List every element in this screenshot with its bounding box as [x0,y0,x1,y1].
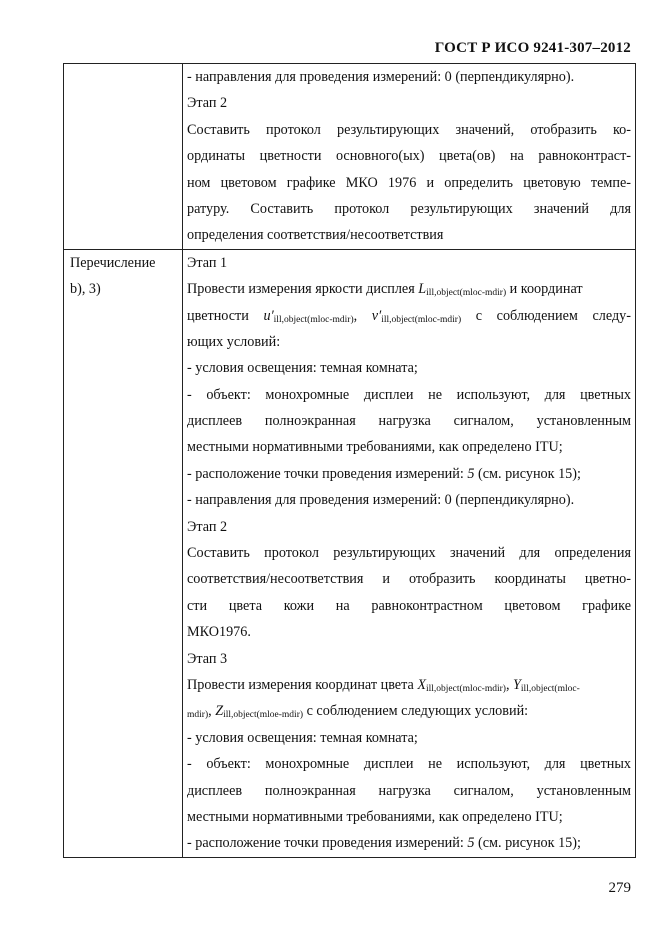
luminance-symbol: L [418,281,427,298]
text-line: - условия освещения: темная комната; [187,360,418,377]
table-row [64,249,636,857]
label-cell-empty [64,64,183,250]
text-line: местными нормативными требованиями, как определено ITU; [187,808,563,825]
text-line: сти цвета кожи на равноконтрастном цветовом графике [187,597,631,614]
text-line: Составить протокол результирующих значений, отобразить ко- [187,121,631,138]
text-line: дисплеев полноэкранная нагрузка сигналом, установленным [187,413,631,430]
text-line: цветности $u'_{ill,object(mloc-mdir)}$, $v'_{ill,object(mloc-mdir)}$ с соблюдением следу- [187,307,631,325]
row-label-ref: b), 3) [70,281,101,298]
text-line: - направления для проведения измерений: 0 (перпендикулярно). [187,69,575,85]
text-line: - условия освещения: темная комната; [187,729,418,746]
text-line: - объект: монохромные дисплеи не используют, для цветных [187,756,631,773]
text-line: МКО1976. [187,624,251,641]
text-line: Провести измерения яркости дисплея $L_{ill,object(mloc-mdir)}$ и координат [187,281,583,299]
content-cell [183,249,636,857]
stage-heading: Этап 2 [187,518,228,535]
row-label: Перечисление [70,254,156,271]
text-line: - расположение точки проведения измерений: 5 (см. рисунок 15); [187,835,581,852]
table-row [64,64,636,250]
page-number: 279 [608,880,631,896]
text-line: определения соответствия/несоответствия [187,227,444,244]
label-cell [64,249,183,857]
text-line: - объект: монохромные дисплеи не используют, для цветных [187,386,631,403]
stage-heading: Этап 3 [187,650,228,667]
content-cell [183,64,636,250]
text-line: ющих условий: [187,333,281,350]
stage-heading: Этап 2 [187,95,228,112]
text-line: дисплеев полноэкранная нагрузка сигналом, установленным [187,782,631,799]
text-line: ординаты цветности основного(ых) цвета(ов) на равноконтраст- [187,148,631,165]
text-line: Провести измерения координат цвета $X_{ill,object(mloc-mdir)}$, $Y_{ill,object(mloc-}$ [187,676,580,694]
text-line: соответствия/несоответствия и отобразить координаты цветно- [187,571,631,588]
text-line: местными нормативными требованиями, как определено ITU; [187,439,563,456]
requirements-table [63,63,636,858]
y-symbol: Y [513,676,521,693]
v-prime-symbol: v′ [371,307,382,324]
document-header: ГОСТ Р ИСО 9241-307–2012 [434,40,631,56]
text-line: Составить протокол результирующих значений для определения [187,545,631,562]
text-line: - направления для проведения измерений: 0 (перпендикулярно). [187,492,575,509]
u-prime-symbol: u′ [263,307,274,324]
text-line: - расположение точки проведения измерений: 5 (см. рисунок 15); [187,465,581,482]
text-line: ном цветовом графике МКО 1976 и определить цветовую темпе- [187,174,631,191]
text-line: ратуру. Составить протокол результирующих значений для [187,200,631,217]
text-line: $_{mdir)}$, $Z_{ill,object(mloe-mdir)}$ с соблюдением следующих условий: [187,703,529,721]
z-symbol: Z [215,703,224,720]
x-symbol: X [417,676,426,693]
stage-heading: Этап 1 [187,254,228,271]
